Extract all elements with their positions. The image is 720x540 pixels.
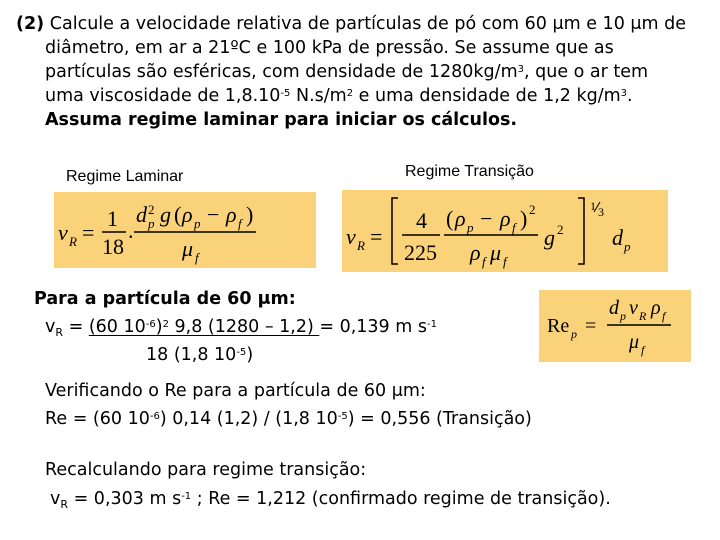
svg-text:Re: Re — [547, 315, 570, 337]
vr-numerator: (60 $10^{-6})^2$ 9,8 (1280 – 1,2) — [88, 317, 320, 337]
re-calc-line: Re = (60 $10^{-6}$) 0,14 (1,2) / (1,8 $10^{-5}) = 0,556$ (Transição) — [45, 409, 532, 429]
svg-text:v: v — [346, 224, 356, 249]
formula-laminar-svg — [54, 192, 316, 268]
label-regime-transicao: Regime Transição — [405, 163, 534, 180]
svg-text:ρ: ρ — [500, 206, 511, 231]
svg-text:2: 2 — [148, 202, 155, 217]
final-result-line: $v_R = 0,303$ m $s^{-1}$ ; Re = 1,212 (confirmado regime de transição). — [50, 489, 611, 511]
svg-text:f: f — [195, 250, 199, 265]
svg-text:v: v — [58, 220, 68, 245]
svg-text:2: 2 — [557, 222, 564, 237]
svg-text:p: p — [148, 216, 155, 231]
svg-text:f: f — [641, 343, 645, 357]
svg-text:μ: μ — [629, 331, 640, 353]
formula-transicao-svg — [342, 190, 668, 272]
svg-text:−: − — [480, 206, 493, 231]
problem-line-2: diâmetro, em ar a 21ºC e 100 kPa de pressão. Se assume que as — [45, 38, 614, 58]
svg-text:R: R — [357, 238, 365, 253]
svg-text:=: = — [82, 220, 95, 245]
verify-line: Verificando o Re para a partícula de 60 μm: — [45, 381, 426, 401]
problem-statement — [16, 12, 686, 132]
svg-text:d: d — [612, 225, 623, 250]
svg-text:f: f — [662, 309, 666, 323]
svg-text:p: p — [620, 309, 626, 323]
svg-text:.: . — [128, 218, 134, 243]
vr-denominator: 18 (1,8 $10^{-5}$) — [146, 345, 254, 365]
formula-reynolds-svg — [539, 290, 691, 362]
problem-number: (2) — [16, 14, 45, 34]
formula-reynolds — [539, 290, 691, 362]
svg-text:d: d — [136, 202, 147, 227]
vr-equation-line: $v_R = (60$ $10^{-6})^2$ 9,8 (1280 – 1,2) = 0,139 m $s^{-1}$ — [45, 317, 437, 339]
svg-text:p: p — [194, 216, 201, 231]
solution-heading: Para a partícula de 60 μm: — [34, 289, 296, 309]
svg-text:v: v — [629, 297, 638, 319]
svg-text:): ) — [520, 206, 528, 231]
svg-text:225: 225 — [404, 240, 437, 265]
svg-text:2: 2 — [529, 202, 536, 217]
svg-text:(: ( — [174, 202, 182, 227]
svg-text:μ: μ — [182, 236, 194, 261]
svg-text:p: p — [571, 327, 577, 341]
svg-text:4: 4 — [416, 208, 427, 233]
svg-text:ρ: ρ — [470, 240, 481, 265]
svg-text:=: = — [370, 224, 383, 249]
svg-text:=: = — [585, 315, 597, 337]
svg-text:−: − — [207, 202, 220, 227]
svg-text:μ: μ — [490, 240, 502, 265]
svg-text:ρ: ρ — [651, 297, 661, 319]
formula-transicao — [342, 190, 668, 272]
svg-text:f: f — [238, 216, 242, 231]
svg-text:R: R — [639, 309, 647, 323]
recalc-line: Recalculando para regime transição: — [45, 460, 367, 480]
svg-text:3: 3 — [598, 205, 604, 219]
label-regime-laminar: Regime Laminar — [66, 168, 184, 185]
problem-line-3: partículas são esféricas, com densidade de $1280kg/m^3$, que o ar tem — [45, 62, 649, 82]
svg-text:ρ: ρ — [182, 202, 193, 227]
svg-text:g: g — [160, 202, 171, 227]
formula-laminar — [54, 192, 316, 268]
svg-text:f: f — [503, 254, 507, 269]
svg-text:g: g — [544, 225, 555, 250]
problem-line-4: uma viscosidade de $1,8.10^{-5}$ $N.s/m^2$ e uma densidade de 1,2 $kg/m^3$. — [45, 86, 633, 106]
svg-text:ρ: ρ — [455, 206, 466, 231]
svg-text:ρ: ρ — [226, 202, 237, 227]
svg-text:): ) — [246, 202, 254, 227]
svg-text:1: 1 — [590, 199, 596, 213]
svg-text:1: 1 — [107, 206, 118, 231]
problem-text-1: Calcule a velocidade relativa de partículas de pó com 60 μm e 10 μm de — [49, 14, 687, 34]
svg-text:(: ( — [446, 206, 454, 231]
svg-text:R: R — [69, 234, 77, 249]
svg-text:p: p — [624, 239, 631, 254]
problem-line-1 — [16, 12, 686, 36]
svg-text:f: f — [512, 220, 516, 235]
svg-text:d: d — [609, 297, 619, 319]
svg-text:f: f — [482, 254, 486, 269]
svg-text:p: p — [467, 220, 474, 235]
svg-text:18: 18 — [102, 234, 124, 259]
problem-line-5: Assuma regime laminar para iniciar os cálculos. — [45, 110, 518, 130]
